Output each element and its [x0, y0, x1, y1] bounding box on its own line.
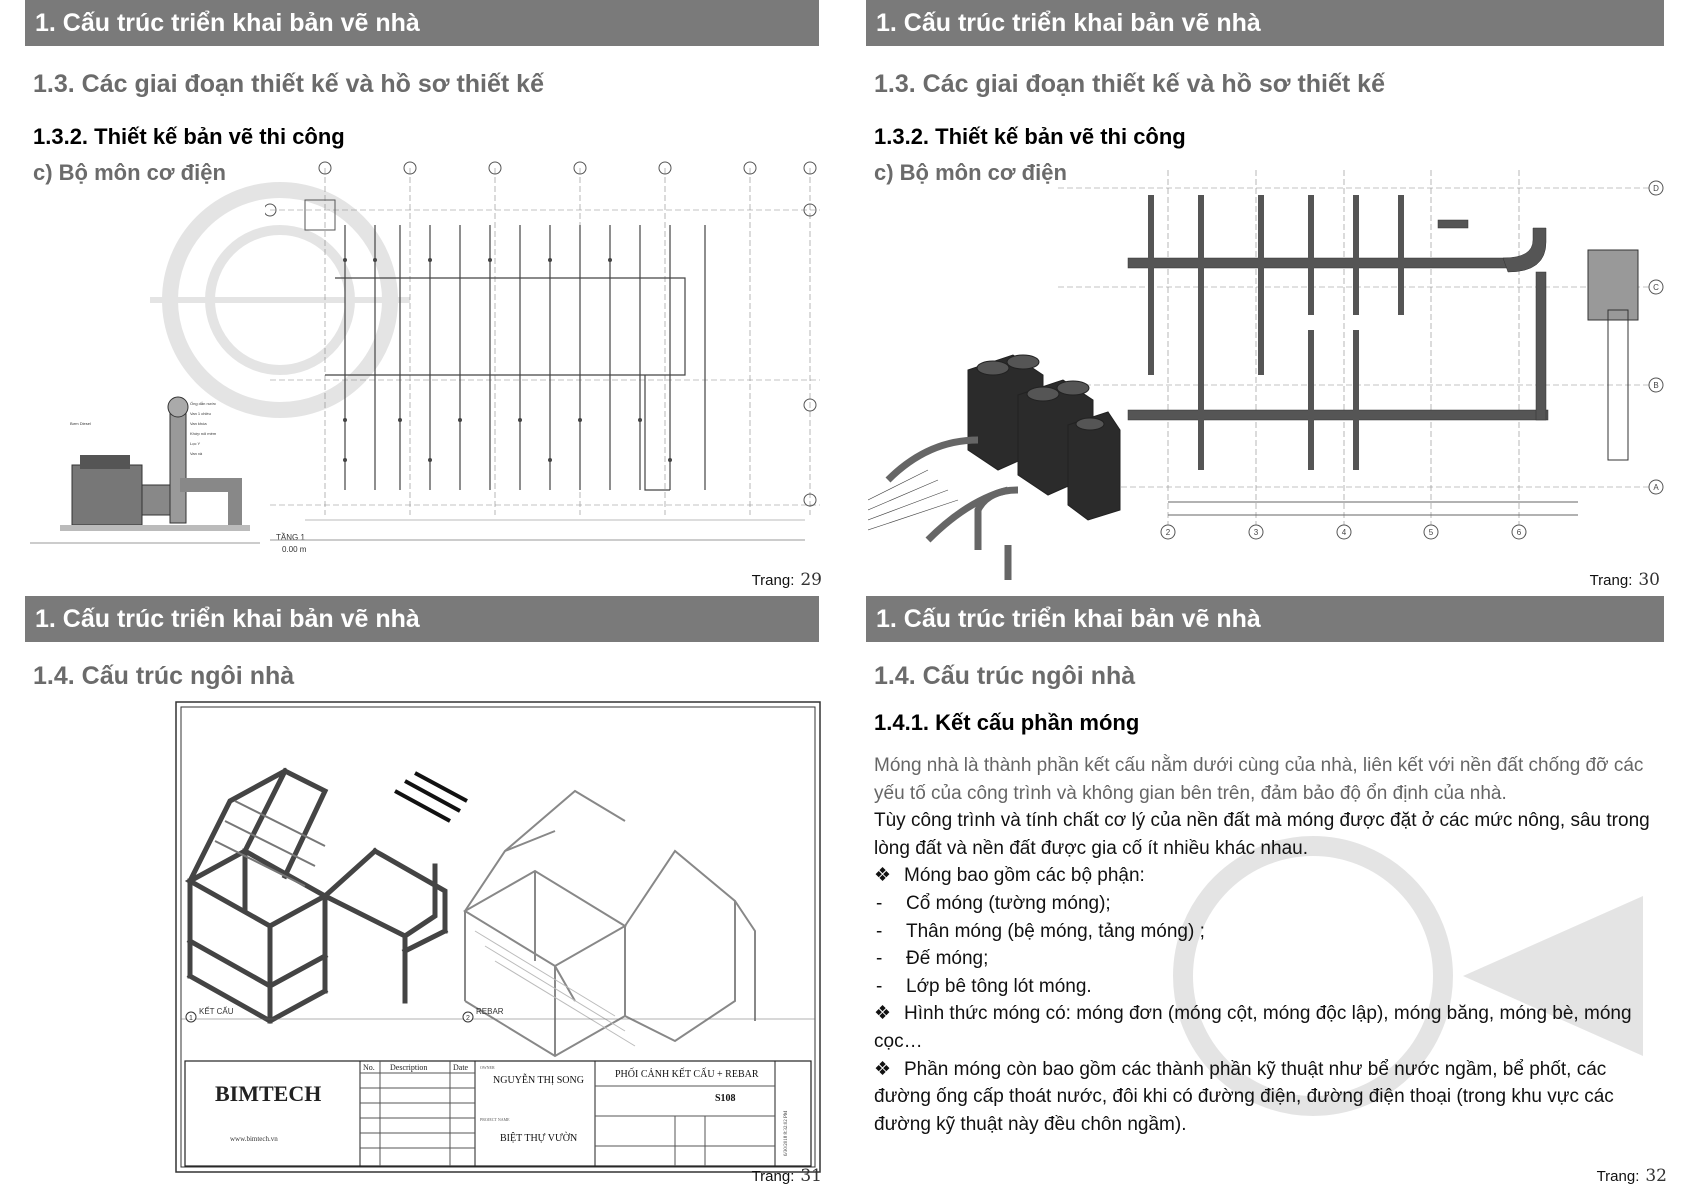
foundation-description	[874, 752, 1664, 1138]
project-label: PROJECT NAME	[480, 1117, 510, 1122]
mep-floor-plan-drawing	[265, 160, 825, 555]
slide-page-32	[843, 596, 1685, 1192]
page-number: 29	[800, 570, 822, 590]
dash-4-item	[874, 973, 1664, 1001]
bullet-2-item	[874, 1000, 1664, 1055]
view-label-ket-cau: KẾT CẤU	[199, 1007, 234, 1016]
section-title: 1.4. Cấu trúc ngôi nhà	[874, 662, 1136, 690]
owner-label: OWNER	[480, 1065, 495, 1070]
view-number-2: 2	[466, 1015, 470, 1022]
page-number-label	[1597, 1166, 1667, 1186]
bullet-1-text: Móng bao gồm các bộ phận:	[904, 865, 1145, 887]
category-title: c) Bộ môn cơ điện	[874, 160, 1067, 185]
grid-letter-c: C	[1653, 283, 1659, 292]
view-label-rebar: REBAR	[476, 1007, 504, 1016]
page-number-label	[1590, 570, 1660, 590]
hvac-duct-plan-drawing	[1048, 160, 1678, 550]
grid-letter-d: D	[1653, 184, 1659, 193]
grid-number-3: 3	[1253, 528, 1259, 537]
page-label: Trang:	[751, 1168, 795, 1185]
dash-2-text: Thân móng (bệ móng, tảng móng) ;	[906, 920, 1205, 942]
date-stamp: 6/30/2018 8:32:02 PM	[784, 1110, 789, 1156]
dash-3-text: Đế móng;	[906, 948, 989, 970]
bullet-3-item	[874, 1056, 1664, 1139]
dash-1-item	[874, 890, 1664, 918]
grid-number-5: 5	[1428, 528, 1434, 537]
section-title: 1.4. Cấu trúc ngôi nhà	[33, 662, 295, 690]
page-number-label	[752, 570, 822, 590]
col-no: No.	[363, 1063, 375, 1072]
svg-text:Lọc Y: Lọc Y	[190, 441, 201, 446]
grid-number-4: 4	[1341, 528, 1347, 537]
grid-letter-b: B	[1653, 381, 1659, 390]
page-number: 30	[1638, 570, 1660, 590]
elevation-label: 0.00 m	[282, 545, 307, 554]
bullet-2-text: Hình thức móng có: móng đơn (móng cột, móng độc lập), móng băng, móng bè, móng cọc…	[874, 1003, 1632, 1052]
sheet-title: PHỐI CẢNH KẾT CẤU + REBAR	[615, 1069, 759, 1080]
pump-station-drawing	[30, 385, 260, 585]
page-label: Trang:	[1589, 572, 1633, 589]
slide-header: 1. Cấu trúc triển khai bản vẽ nhà	[25, 0, 819, 46]
dash-icon: -	[876, 892, 883, 914]
svg-text:Ống dẫn nước: Ống dẫn nước	[190, 401, 216, 406]
category-title: c) Bộ môn cơ điện	[33, 160, 226, 185]
company-website: www.bimtech.vn	[230, 1135, 278, 1143]
dash-1-text: Cổ móng (tường móng);	[906, 892, 1111, 914]
slide-header: 1. Cấu trúc triển khai bản vẽ nhà	[866, 0, 1664, 46]
company-name: BIMTECH	[215, 1081, 322, 1106]
grid-number-6: 6	[1516, 528, 1522, 537]
page-number: 31	[800, 1166, 822, 1186]
svg-text:Van 1 chiều: Van 1 chiều	[190, 411, 211, 416]
svg-text:Van xả: Van xả	[190, 451, 203, 456]
page-number-label	[752, 1166, 822, 1186]
dash-icon: -	[876, 948, 883, 970]
paragraph-intro: Móng nhà là thành phần kết cấu nằm dưới cùng của nhà, liên kết với nền đất chống đỡ các yếu tố của công trình và không gian bên trên, đảm bảo độ ổn định của nhà.	[874, 755, 1644, 804]
svg-text:Khớp nối mềm: Khớp nối mềm	[190, 431, 217, 436]
bullet-icon: ❖	[874, 1003, 892, 1025]
owner-name: NGUYỄN THỊ SONG	[493, 1075, 584, 1086]
structural-sheet-s108	[175, 701, 821, 1173]
col-description: Description	[390, 1063, 428, 1072]
bullet-3-text: Phần móng còn bao gồm các thành phần kỹ thuật như bể nước ngầm, bể phốt, các đường ống cấp thoát nước, đôi khi có đường điện, đường điện thoại (trong khu vực các đường kỹ thuật này đều chôn ngầm).	[874, 1058, 1614, 1135]
subsection-title: 1.4.1. Kết cấu phần móng	[874, 710, 1140, 735]
paragraph-2: Tùy công trình và tính chất cơ lý của nền đất mà móng được đặt ở các mức nông, sâu trong lòng đất và nền đất được gia cố ít nhiều khác nhau.	[874, 810, 1650, 859]
bullet-icon: ❖	[874, 865, 892, 887]
floor-label: TẦNG 1	[276, 533, 305, 542]
title-block	[185, 1061, 811, 1166]
grid-letter-a: A	[1653, 483, 1659, 492]
subsection-title: 1.3.2. Thiết kế bản vẽ thi công	[33, 124, 345, 149]
page-label: Trang:	[1596, 1168, 1640, 1185]
slide-header: 1. Cấu trúc triển khai bản vẽ nhà	[25, 596, 819, 642]
project-name: BIỆT THỰ VƯỜN	[500, 1133, 578, 1144]
col-date: Date	[453, 1063, 469, 1072]
slide-page-30	[843, 0, 1685, 594]
dash-2-item	[874, 918, 1664, 946]
page-number: 32	[1645, 1166, 1667, 1186]
slide-page-29	[0, 0, 842, 594]
bullet-1-item	[874, 862, 1664, 890]
page-label: Trang:	[751, 572, 795, 589]
dash-icon: -	[876, 975, 883, 997]
slide-header: 1. Cấu trúc triển khai bản vẽ nhà	[866, 596, 1664, 642]
svg-text:Van khóa: Van khóa	[190, 421, 207, 426]
sheet-number: S108	[715, 1093, 736, 1104]
bullet-icon: ❖	[874, 1058, 892, 1080]
dash-4-text: Lớp bê tông lót móng.	[906, 975, 1092, 997]
chiller-units-drawing	[868, 340, 1123, 590]
section-title: 1.3. Các giai đoạn thiết kế và hồ sơ thiết kế	[33, 70, 544, 98]
dash-icon: -	[876, 920, 883, 942]
section-title: 1.3. Các giai đoạn thiết kế và hồ sơ thiết kế	[874, 70, 1385, 98]
slide-page-31	[0, 596, 842, 1192]
view-number-1: 1	[189, 1015, 193, 1022]
grid-number-2: 2	[1165, 528, 1171, 537]
svg-text:Bơm Diesel: Bơm Diesel	[70, 421, 91, 426]
subsection-title: 1.3.2. Thiết kế bản vẽ thi công	[874, 124, 1186, 149]
dash-3-item	[874, 945, 1664, 973]
